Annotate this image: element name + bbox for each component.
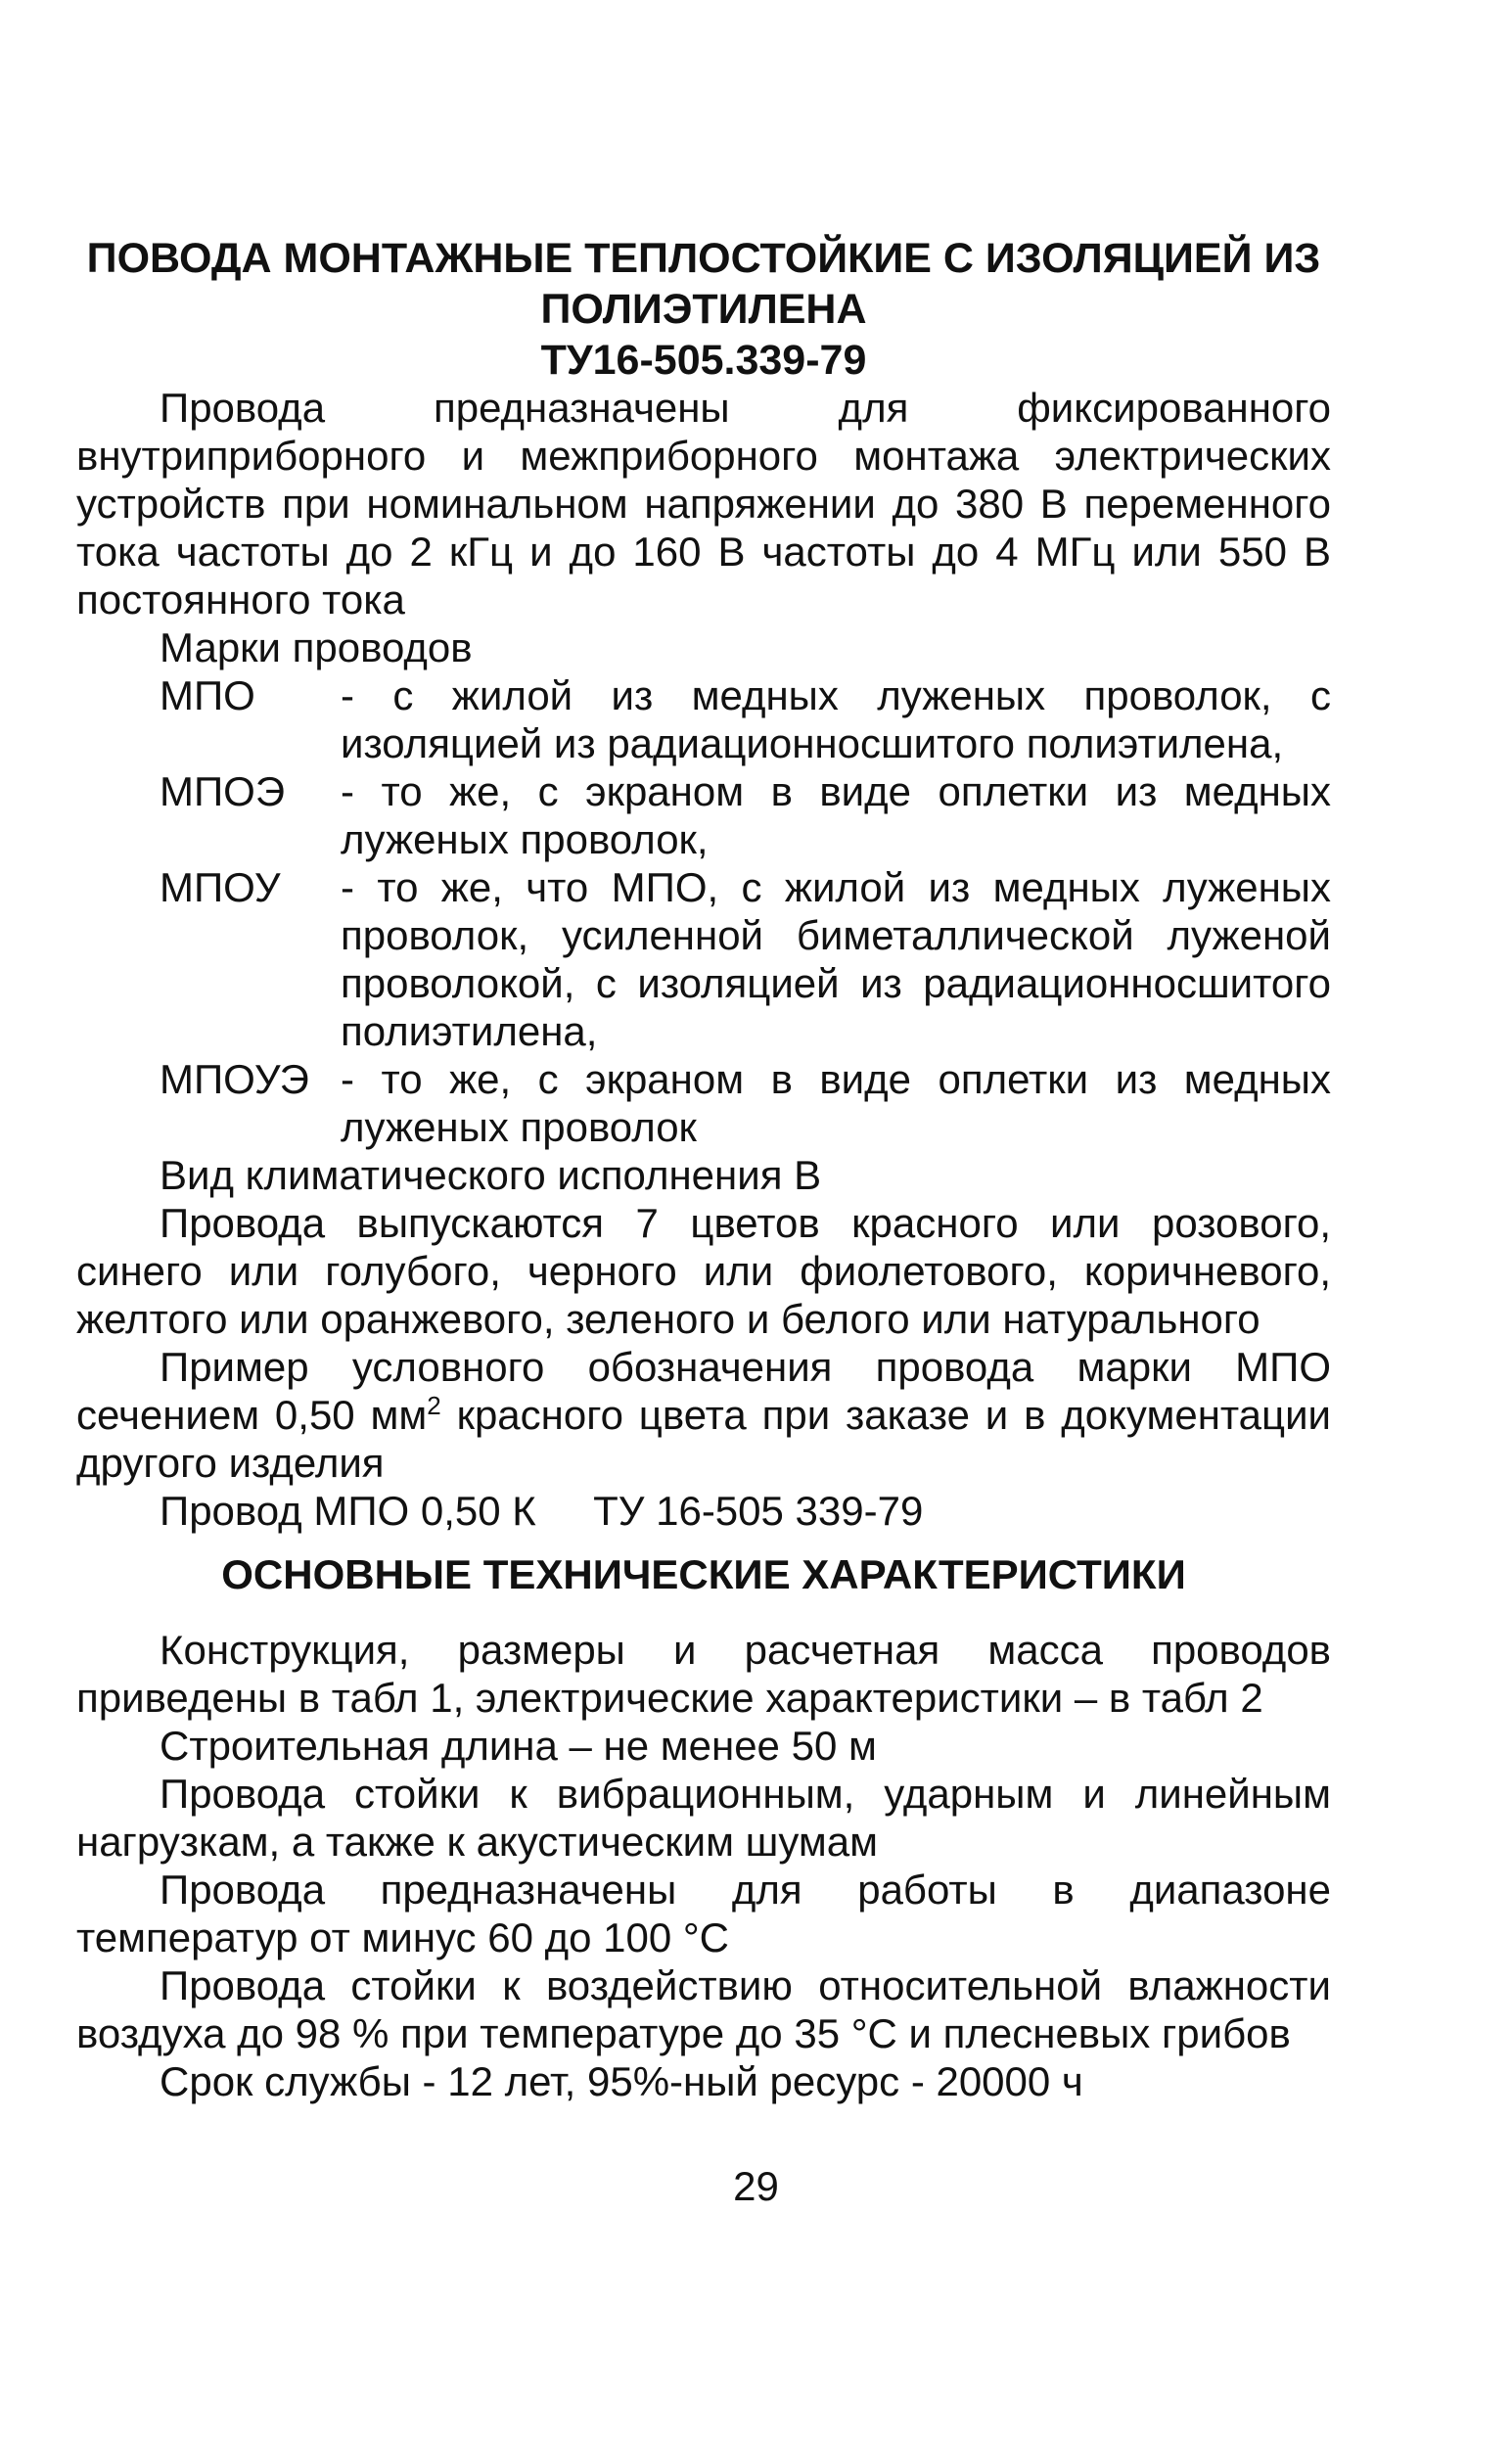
mark-item (76, 1055, 1331, 1151)
colors-paragraph: Провода выпускаются 7 цветов красного или розового, синего или голубого, черного или фиолетового, коричневого, желтого или оранжевого, зеленого и белого или натурального (76, 1200, 1331, 1342)
mark-description: - с жилой из медных луженых проволок, с изоляцией из радиационносшитого полиэтилена, (341, 672, 1331, 766)
mark-description: - то же, с экраном в виде оплетки из медных луженых проволок, (341, 768, 1331, 862)
climate-paragraph: Вид климатического исполнения В (160, 1152, 822, 1198)
example-paragraph (76, 1343, 1331, 1487)
mark-description: - то же, что МПО, с жилой из медных луженых проволок, усиленной биметаллической луженой проволокой, с изоляцией из радиационносшитого полиэтилена, (341, 864, 1331, 1054)
intro-paragraph: Провода предназначены для фиксированного внутриприборного и межприборного монтажа электрических устройств при номинальном напряжении до 380 В переменного тока частоты до 2 кГц и до 160 В частоты до 4 МГц или 550 В постоянного тока (76, 385, 1331, 623)
title-block (76, 233, 1331, 386)
example-code: Провод МПО 0,50 К ТУ 16-505 339-79 (160, 1488, 924, 1534)
title-line-1: ПОВОДА МОНТАЖНЫЕ ТЕПЛОСТОЙКИЕ С ИЗОЛЯЦИЕЙ ИЗ (86, 235, 1321, 282)
body-text (76, 384, 1331, 2105)
mark-item (76, 671, 1331, 767)
spec-paragraph: Провода предназначены для работы в диапазоне температур от минус 60 до 100 °С (76, 1867, 1331, 1960)
mark-code: МПОУ (160, 864, 281, 910)
example-text-before: Пример условного обозначения провода марки МПО сечением 0,50 мм (76, 1344, 1331, 1438)
spec-paragraph: Провода стойки к воздействию относительной влажности воздуха до 98 % при температуре до 35 °С и плесневых грибов (76, 1962, 1331, 2056)
mark-item (76, 767, 1331, 863)
mark-description: - то же, с экраном в виде оплетки из медных луженых проволок (341, 1056, 1331, 1150)
spec-paragraph: Строительная длина – не менее 50 м (160, 1723, 877, 1769)
spec-paragraph: Провода стойки к вибрационным, ударным и линейным нагрузкам, а также к акустическим шумам (76, 1771, 1331, 1865)
section-title: ОСНОВНЫЕ ТЕХНИЧЕСКИЕ ХАРАКТЕРИСТИКИ (221, 1551, 1186, 1597)
mark-code: МПОЭ (160, 768, 286, 814)
example-superscript: 2 (427, 1391, 441, 1420)
page-number: 29 (733, 2163, 779, 2209)
mark-code: МПОУЭ (160, 1056, 309, 1102)
marks-heading: Марки проводов (160, 624, 473, 670)
title-line-2: ПОЛИЭТИЛЕНА (540, 286, 867, 333)
spec-paragraph: Конструкция, размеры и расчетная масса проводов приведены в табл 1, электрические характеристики – в табл 2 (76, 1627, 1331, 1721)
example-text-after: красного цвета при заказе и в документации другого изделия (76, 1392, 1331, 1486)
mark-item (76, 863, 1331, 1055)
spec-paragraph: Срок службы - 12 лет, 95%-ный ресурс - 20000 ч (160, 2058, 1083, 2104)
title-line-3: ТУ16-505.339-79 (540, 337, 867, 384)
mark-code: МПО (160, 672, 255, 718)
